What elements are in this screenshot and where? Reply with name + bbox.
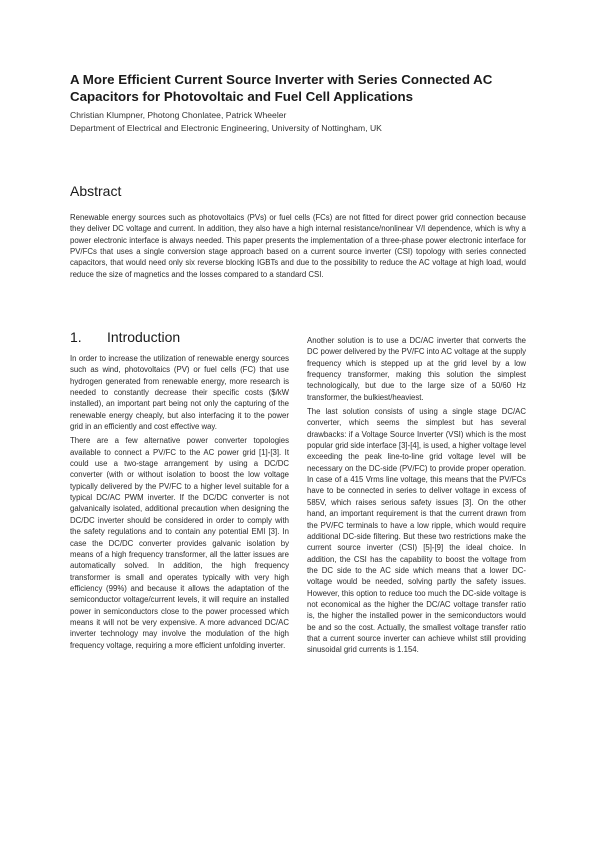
- paragraph: Another solution is to use a DC/AC inverter that converts the DC power delivered by the PV/FC into AC voltage at the supply frequency which is stepped up at the grid level by a low frequency transformer, making this solution the simplest technologically, but due to the large size of a 50/60 Hz transformer, the bulkiest/heaviest.: [307, 336, 526, 402]
- abstract-heading: Abstract: [70, 183, 122, 199]
- author-block: [70, 109, 540, 135]
- paragraph: The last solution consists of using a single stage DC/AC converter, which seems the simplest but has several drawbacks: if a Voltage Source Inverter (VSI) which is the most popular grid side interface [3]-[4], is used, a higher voltage level exceeding the peak line-to-line grid voltage level will be necessary on the DC-side (PV/FC) to provide proper operation. In case of a 415 Vrms line voltage, this means that the PV/FCs have to be connected in series to deliver voltage in excess of 585V, which raises serious safety issues [3]. On the other hand, an important requirement is that the current drawn from the PV/FC terminals to have a low ripple, which would require additional DC-side filtering. But these two restrictions make the current source inverter (CSI) [5]-[9] the ideal choice. In addition, the CSI has the capability to boost the voltage from the DC side to the AC side which means that a lower DC-voltage would be needed, solving partly the safety issues. However, this option to reduce too much the DC-side voltage is not economical as the higher the DC/AC voltage transfer ratio is, the higher the installed power in the semiconductors would be and so the cost. Actually, the smallest voltage transfer ratio that a current source inverter can achieve whilst still providing sinusoidal grid currents is 1.154.: [307, 407, 526, 655]
- paragraph: There are a few alternative power converter topologies available to connect a PV/FC to the AC power grid [1]-[3]. It could use a two-stage arrangement by using a DC/DC converter (with or without isolation to boost the low voltage typically delivered by the PV/FC to a higher level suitable for a typical DC/AC PWM inverter. If the DC/DC converter is not galvanically isolated, additional precaution when designing the DC/DC inverter should be considered in order to comply with the safety regulations and to contain any potential EMI [3]. In case the DC/DC converter provides galvanic isolation by means of a high frequency transformer, all the latter issues are automatically solved. In addition, the high frequency transformer is small and operates typically with very high efficiency (99%) and because it allows the adaptation of the semiconductor voltage/current levels, it will require an installed power in semiconductors close to the power processed which means it will not be very expensive. A more advanced DC/AC inverter technology may involve the modulation of the high frequency voltage, requiring a more efficient unfolding inverter.: [70, 436, 289, 650]
- section-heading-introduction: [70, 329, 180, 345]
- paper-title: A More Efficient Current Source Inverter with Series Connected AC Capacitors for Photovoltaic and Fuel Cell Applications: [70, 72, 493, 104]
- section-title: Introduction: [107, 329, 181, 345]
- author-affiliation: Department of Electrical and Electronic Engineering, University of Nottingham, UK: [70, 123, 382, 133]
- abstract-text: Renewable energy sources such as photovoltaics (PVs) or fuel cells (FCs) are not fitted for direct power grid connection because they deliver DC voltage and current. In addition, they also have a high internal resistance/nonlinear V/I dependence, which is why a power electronic interface is always needed. This paper presents the implementation of a three-phase power electronic interface for PV/FCs that uses a single conversion stage approach based on a current source inverter (CSI) topology with series connected capacitors, that would need only six reverse blocking IGBTs and due to the possibility to reduce the AC voltage at high load, would reduce the size of magnetics and the losses compared to a standard CSI.: [70, 213, 526, 279]
- author-names: Christian Klumpner, Photong Chonlatee, Patrick Wheeler: [70, 110, 287, 120]
- paragraph: In order to increase the utilization of renewable energy sources such as wind, photovoltaics (PV) or fuel cells (FC) that use hydrogen generated from renewable energy, more research is needed to constantly decrease their specific costs ($/kW installed), an important part being not only the capturing of the renewable energy cheaply, but also interfacing it to the power grid in an efficiently and cost effective way.: [70, 354, 289, 432]
- section-number: 1.: [70, 329, 82, 345]
- column-right: [307, 335, 526, 659]
- column-left: [70, 353, 289, 654]
